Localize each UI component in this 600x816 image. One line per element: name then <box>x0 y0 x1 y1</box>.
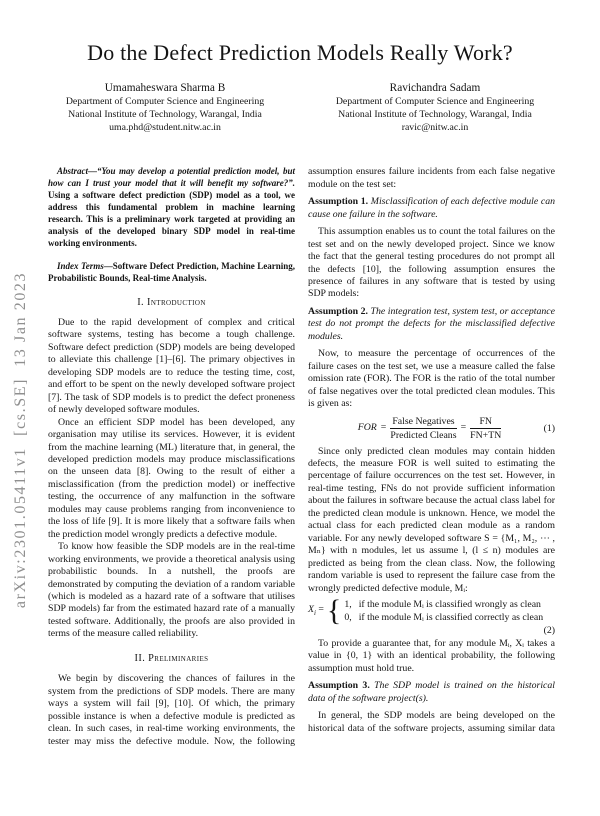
equals-sign: = <box>380 422 387 434</box>
author-department: Department of Computer Science and Engineering <box>65 96 265 107</box>
author-institute: National Institute of Technology, Warangal, India <box>338 108 532 120</box>
abstract-quote: “You may develop a potential prediction model, but how can I trust your model that it will benefit my software?”. <box>48 166 295 189</box>
equation-cases-body <box>308 593 555 627</box>
author-institute: National Institute of Technology, Warangal, India <box>68 108 262 120</box>
assumption-2 <box>308 306 555 343</box>
case-row-1 <box>344 599 543 612</box>
equals-sign: = <box>318 604 324 616</box>
body-paragraph-4: Since only predicted clean modules may contain hidden defects, the measure FOR is well suited to estimating the percentage of failure occurrences on the test set. However, in real-time testing, FNs do not provide sufficient information about the failures in software because the actual class label for the predicted clean module is unknown. Hence, we model the actual class for each predicted clean module as a random variable. For any newly developed software S = {M₁, M₂, ⋯ , Mₙ} with n modules, let us assume l, (l ≤ n) modules are predicted as being from the clean class. Now, the following random variable is used to represent the failure case from the wrongly predicted defective module, Mᵢ: <box>308 445 555 594</box>
assumption-1-text: Misclassification of each defective module can cause one failure in the software. <box>308 196 556 220</box>
subscript-i: i <box>313 609 316 618</box>
case-1-text: if the module Mᵢ is classified wrongly as clean <box>358 599 541 611</box>
paper-page <box>0 40 600 816</box>
intro-paragraph-2: Once an efficient SDP model has been developed, any organisation may utilise its services. However, it is evident from the machine learning (ML) literature that, in general, the developed prediction models may produce misclassifications on the unseen data [8]. Owing to the result of either a misclassification (from the prediction model) or ineffective testing, the occurrence of any malfunction in the software modules may cause problems ranging from inconvenience to the loss of life [9]. It is more likely that a software fails when the prediction model wrongly predicts a defective module. <box>48 416 295 540</box>
assumption-2-label: Assumption 2. <box>308 305 368 317</box>
continuation-paragraph: assumption ensures failure incidents from each false negative module on the test set: <box>308 166 555 190</box>
equation-number-1: (1) <box>543 422 555 434</box>
index-terms-text: —Software Defect Prediction, Machine Learning, Probabilistic Bounds, Real-time Analysis. <box>48 260 295 283</box>
left-brace: { <box>326 593 342 627</box>
assumption-3-label: Assumption 3. <box>308 680 370 692</box>
abstract-text: Using a software defect prediction (SDP) model as a tool, we address this fundamental problem in machine learning research. This is a preliminary work targeted at providing an analysis of the developed binary SDP model in real-time working environments. <box>48 190 295 248</box>
equation-for-lhs: FOR <box>357 422 377 434</box>
equation-number-2: (2) <box>543 624 555 636</box>
fraction-numerator: False Negatives <box>390 416 456 430</box>
paper-title: Do the Defect Prediction Models Really Work? <box>87 40 513 65</box>
preliminaries-paragraph-1: We begin by discovering the chances of failures in the system from the predictions of SDP models. There are many ways a system will fail [9], [10]. Of which, the primary possible instance is when a defective module is predicted as clean. In such cases, in real-time working environments, the tester may miss the defective module. Now, the following <box>48 673 295 747</box>
fraction-fn <box>470 416 501 442</box>
assumption-3-text: The SDP model is trained on the historical data of the software project(s). <box>308 680 556 704</box>
arxiv-watermark: arXiv:2301.05411v1 [cs.SE] 13 Jan 2023 <box>12 271 29 609</box>
assumption-1-label: Assumption 1. <box>308 196 369 208</box>
author-block-left <box>30 81 300 134</box>
assumption-2-text: The integration test, system test, or acceptance test do not prompt the defects for the misclassified defective modules. <box>308 305 555 342</box>
author-name: Umamaheswara Sharma B <box>104 82 226 94</box>
author-email: uma.phd@student.nitw.ac.in <box>109 121 221 133</box>
variable-x: X <box>308 604 314 616</box>
assumption-1 <box>308 196 555 221</box>
index-terms-paragraph <box>48 261 295 285</box>
case-2-value: 0, <box>344 611 352 623</box>
body-paragraph-5: To provide a guarantee that, for any module Mᵢ, Xᵢ takes a value in {0, 1} with an identical probability, the following assumption must hold true. <box>308 637 555 674</box>
equation-for <box>308 416 555 442</box>
body-paragraph-2: This assumption enables us to count the total failures on the test set and on the newly developed project. Since we know the fact that the general testing procedures do not prompt all the defects [10], the following assumption ensures the presence of failures in any software that is tested by using SDP models: <box>308 226 555 300</box>
equation-cases <box>308 593 555 636</box>
equals-sign: = <box>460 422 467 434</box>
intro-paragraph-1: Due to the rapid development of complex and critical software systems, testing has become a tough challenge. Software defect prediction (SDP) models are being developed to alleviate this challenge [1]–[6]. The primary objectives in developing SDP models are to reduce the testing time, cost, and effort to be spent on the newly developed software project [7]. The task of SDP models is to predict the defect proneness of newly developed software modules. <box>48 317 295 416</box>
body-paragraph-3: Now, to measure the percentage of occurrences of the failure cases on the test set, we use a measure called the false omission rate (FOR). The FOR is the ratio of the total number of false negatives over the total predicted clean modules. This is given as: <box>308 348 555 410</box>
author-name: Ravichandra Sadam <box>389 82 481 94</box>
case-rows <box>344 599 543 625</box>
author-department: Department of Computer Science and Engineering <box>335 96 535 107</box>
assumption-3 <box>308 680 555 705</box>
column-left <box>48 166 295 748</box>
intro-paragraph-3: To know how feasible the SDP models are in the real-time working environments, we provide a theoretical analysis using probabilistic bounds. In a nutshell, the proofs are demonstrated by computing the deviation of a random variable (which is modeled as a hazard rate of a software that utilises SDP models) far from the estimated hazard rate of a manually tested software. Additionally, the proofs are also provided in terms of the measure called reliability. <box>48 541 295 640</box>
index-terms-label: Index Terms <box>57 260 104 271</box>
author-block-right <box>300 81 570 134</box>
fraction-denominator: FN+TN <box>470 429 502 441</box>
abstract-paragraph <box>48 166 295 249</box>
body-paragraph-6: In general, the SDP models are being developed on the historical data of the software projects, assuming similar data <box>308 710 555 734</box>
abstract-label: Abstract— <box>57 166 98 177</box>
column-right <box>308 166 555 748</box>
case-2-text: if the module Mᵢ is classified correctly as clean <box>358 611 544 623</box>
author-email: ravic@nitw.ac.in <box>401 121 469 133</box>
body-columns <box>0 166 600 748</box>
fraction-numerator: FN <box>470 416 501 430</box>
section-heading-preliminaries: II. Preliminaries <box>134 652 209 664</box>
section-heading-introduction: I. Introduction <box>137 296 206 308</box>
case-row-2 <box>344 612 543 625</box>
equation-cases-lhs <box>308 604 324 619</box>
case-1-value: 1, <box>344 599 352 611</box>
fraction-denominator: Predicted Cleans <box>390 429 457 441</box>
authors-row <box>30 81 570 134</box>
fraction-false-negatives <box>390 416 456 442</box>
